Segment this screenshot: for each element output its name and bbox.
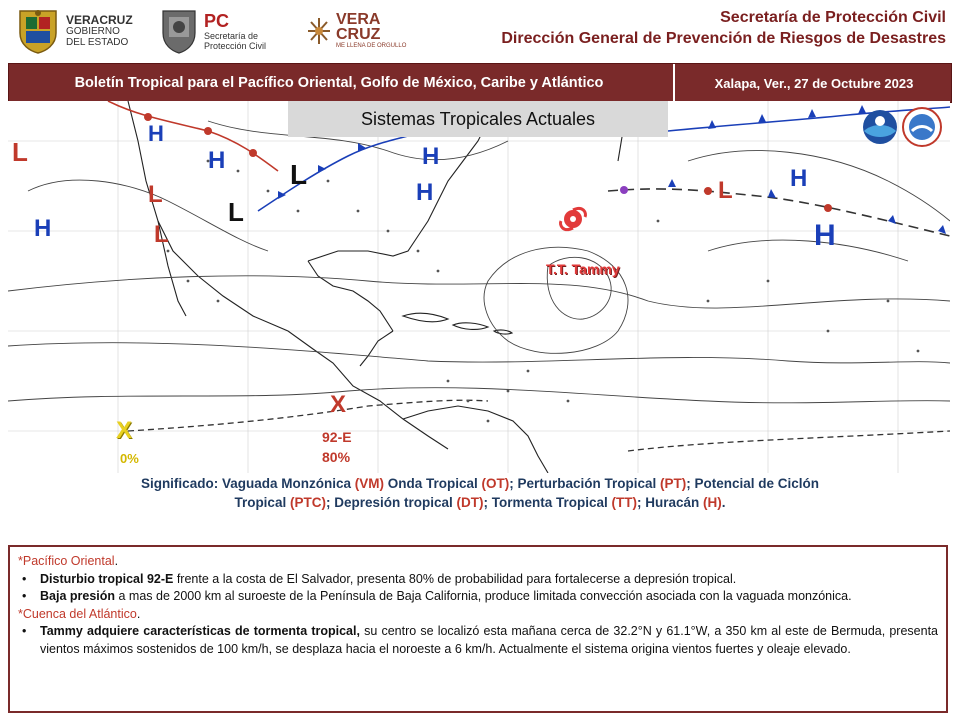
noaa-logo <box>862 109 898 150</box>
vera-cruz-text <box>336 12 406 50</box>
low-pressure-marker: L <box>154 221 169 248</box>
bulletin-title-bar <box>8 63 952 103</box>
title-separator <box>673 64 675 102</box>
high-pressure-marker: H <box>422 143 440 170</box>
legend <box>60 474 900 512</box>
legend-text: ; Perturbación Tropical <box>509 476 661 491</box>
veracruz-brand-logo <box>306 6 406 56</box>
atlantic-dot: . <box>136 606 141 621</box>
legend-text: ; Depresión tropical <box>325 495 457 510</box>
legend-code-ptc: (PTC) <box>289 495 326 510</box>
legend-text: ; Huracán <box>637 495 704 510</box>
pacific-title: *Pacífico Oriental <box>18 554 115 568</box>
high-pressure-marker: H <box>814 219 836 252</box>
logo1-line1: VERACRUZ <box>66 12 133 27</box>
p2-text: a mas de 2000 km al suroeste de la Península de Baja California, produce limitada convección asociada con la vaguada monzónica. <box>115 589 852 603</box>
logo1-line3: DEL ESTADO <box>66 36 129 48</box>
pacific-item-2 <box>18 588 938 606</box>
legend-code-tt: (TT) <box>611 495 638 510</box>
map-section-title: Sistemas Tropicales Actuales <box>288 101 668 137</box>
proteccion-civil-logo <box>160 6 266 56</box>
agency-title <box>501 8 946 50</box>
purple-marker <box>620 186 628 194</box>
nws-logo <box>902 107 942 152</box>
legend-text: Vaguada Monzónica <box>218 476 355 491</box>
legend-text: ; Tormenta Tropical <box>483 495 612 510</box>
legend-code-h: (H) <box>703 495 722 510</box>
bulletin-title: Boletín Tropical para el Pacífico Oriental, Golfo de México, Caribe y Atlántico <box>74 75 604 91</box>
a1-bold: Tammy adquiere características de tormenta tropical, <box>40 624 360 638</box>
disturbance-probability: 80% <box>322 449 351 465</box>
low-pressure-marker: L <box>228 197 244 227</box>
header <box>0 0 960 62</box>
logo1-line2: GOBIERNO <box>66 25 120 37</box>
state-shield-icon <box>16 7 60 55</box>
low-pressure-marker: L <box>148 181 163 208</box>
low-probability: 0% <box>120 451 139 466</box>
pc-logo-text <box>204 11 266 51</box>
ornament-icon <box>306 16 332 46</box>
p1-text: frente a la costa de El Salvador, presenta 80% de probabilidad para fortalecerse a depresión tropical. <box>173 571 737 586</box>
legend-code-ot: (OT) <box>481 476 510 491</box>
legend-code-dt: (DT) <box>456 495 484 510</box>
legend-text: . <box>721 495 726 510</box>
weather-map-graphic <box>8 101 950 473</box>
veracruz-government-logo <box>16 6 133 56</box>
legend-text: Tropical <box>234 495 290 510</box>
low-x-marker: X <box>116 417 133 444</box>
legend-line-1 <box>60 474 900 493</box>
veracruz-logo-text <box>66 12 133 48</box>
low-pressure-marker: L <box>12 137 28 167</box>
logo2-line1: Secretaría de <box>204 31 259 41</box>
low-pressure-marker: L <box>718 177 733 204</box>
p1-bold: Disturbio tropical 92-E <box>40 571 174 586</box>
high-pressure-marker: H <box>208 147 226 174</box>
legend-text: ; Potencial de Ciclón <box>686 476 820 491</box>
pacific-section-title <box>18 553 938 571</box>
nws-icon <box>902 107 942 147</box>
legend-text: Onda Tropical <box>383 476 482 491</box>
high-pressure-marker: H <box>790 165 808 192</box>
agency-line2: Dirección General de Prevención de Riesgos de Desastres <box>501 30 946 47</box>
logo3-line1: VERA <box>336 11 381 28</box>
high-pressure-marker: H <box>148 121 164 146</box>
storm-label: T.T. Tammy <box>546 261 620 277</box>
logo2-abbr: PC <box>204 11 230 31</box>
atlantic-section-title <box>18 606 938 624</box>
bulletin-details <box>8 545 948 713</box>
surface-analysis-map <box>8 101 950 473</box>
logo3-tagline: ME LLENA DE ORGULLO <box>336 43 407 49</box>
logo3-line2: CRUZ <box>336 26 381 43</box>
bulletin-date: Xalapa, Ver., 27 de Octubre 2023 <box>714 75 914 91</box>
low-pressure-marker: L <box>290 159 308 190</box>
p2-bold: Baja presión <box>40 589 116 603</box>
high-pressure-marker: H <box>34 215 52 242</box>
legend-code-pt: (PT) <box>660 476 687 491</box>
legend-code-vm: (VM) <box>354 476 384 491</box>
legend-prefix: Significado: <box>140 476 219 491</box>
atlantic-item-1 <box>18 623 938 658</box>
disturbance-name: 92-E <box>322 429 352 445</box>
legend-line-2 <box>60 493 900 512</box>
noaa-icon <box>862 109 898 145</box>
pacific-dot: . <box>114 554 119 568</box>
pc-shield-icon <box>160 7 198 55</box>
high-pressure-marker: H <box>416 179 434 206</box>
logo2-line2: Protección Civil <box>204 41 267 51</box>
a1-text: su centro se localizó esta mañana cerca de 32.2°N y 61.1°W, a 350 km al este de Bermuda, presenta vientos máximos sostenidos de 100 km/h, se desplaza hacia el noroeste a 6 km/h. Actualmente el sistema origina vientos fuertes y oleaje elevado. <box>40 624 938 656</box>
pacific-item-1 <box>18 571 938 589</box>
atlantic-title: *Cuenca del Atlántico <box>18 606 137 621</box>
disturbance-x-marker: X <box>330 391 347 418</box>
agency-line1: Secretaría de Protección Civil <box>720 9 946 26</box>
